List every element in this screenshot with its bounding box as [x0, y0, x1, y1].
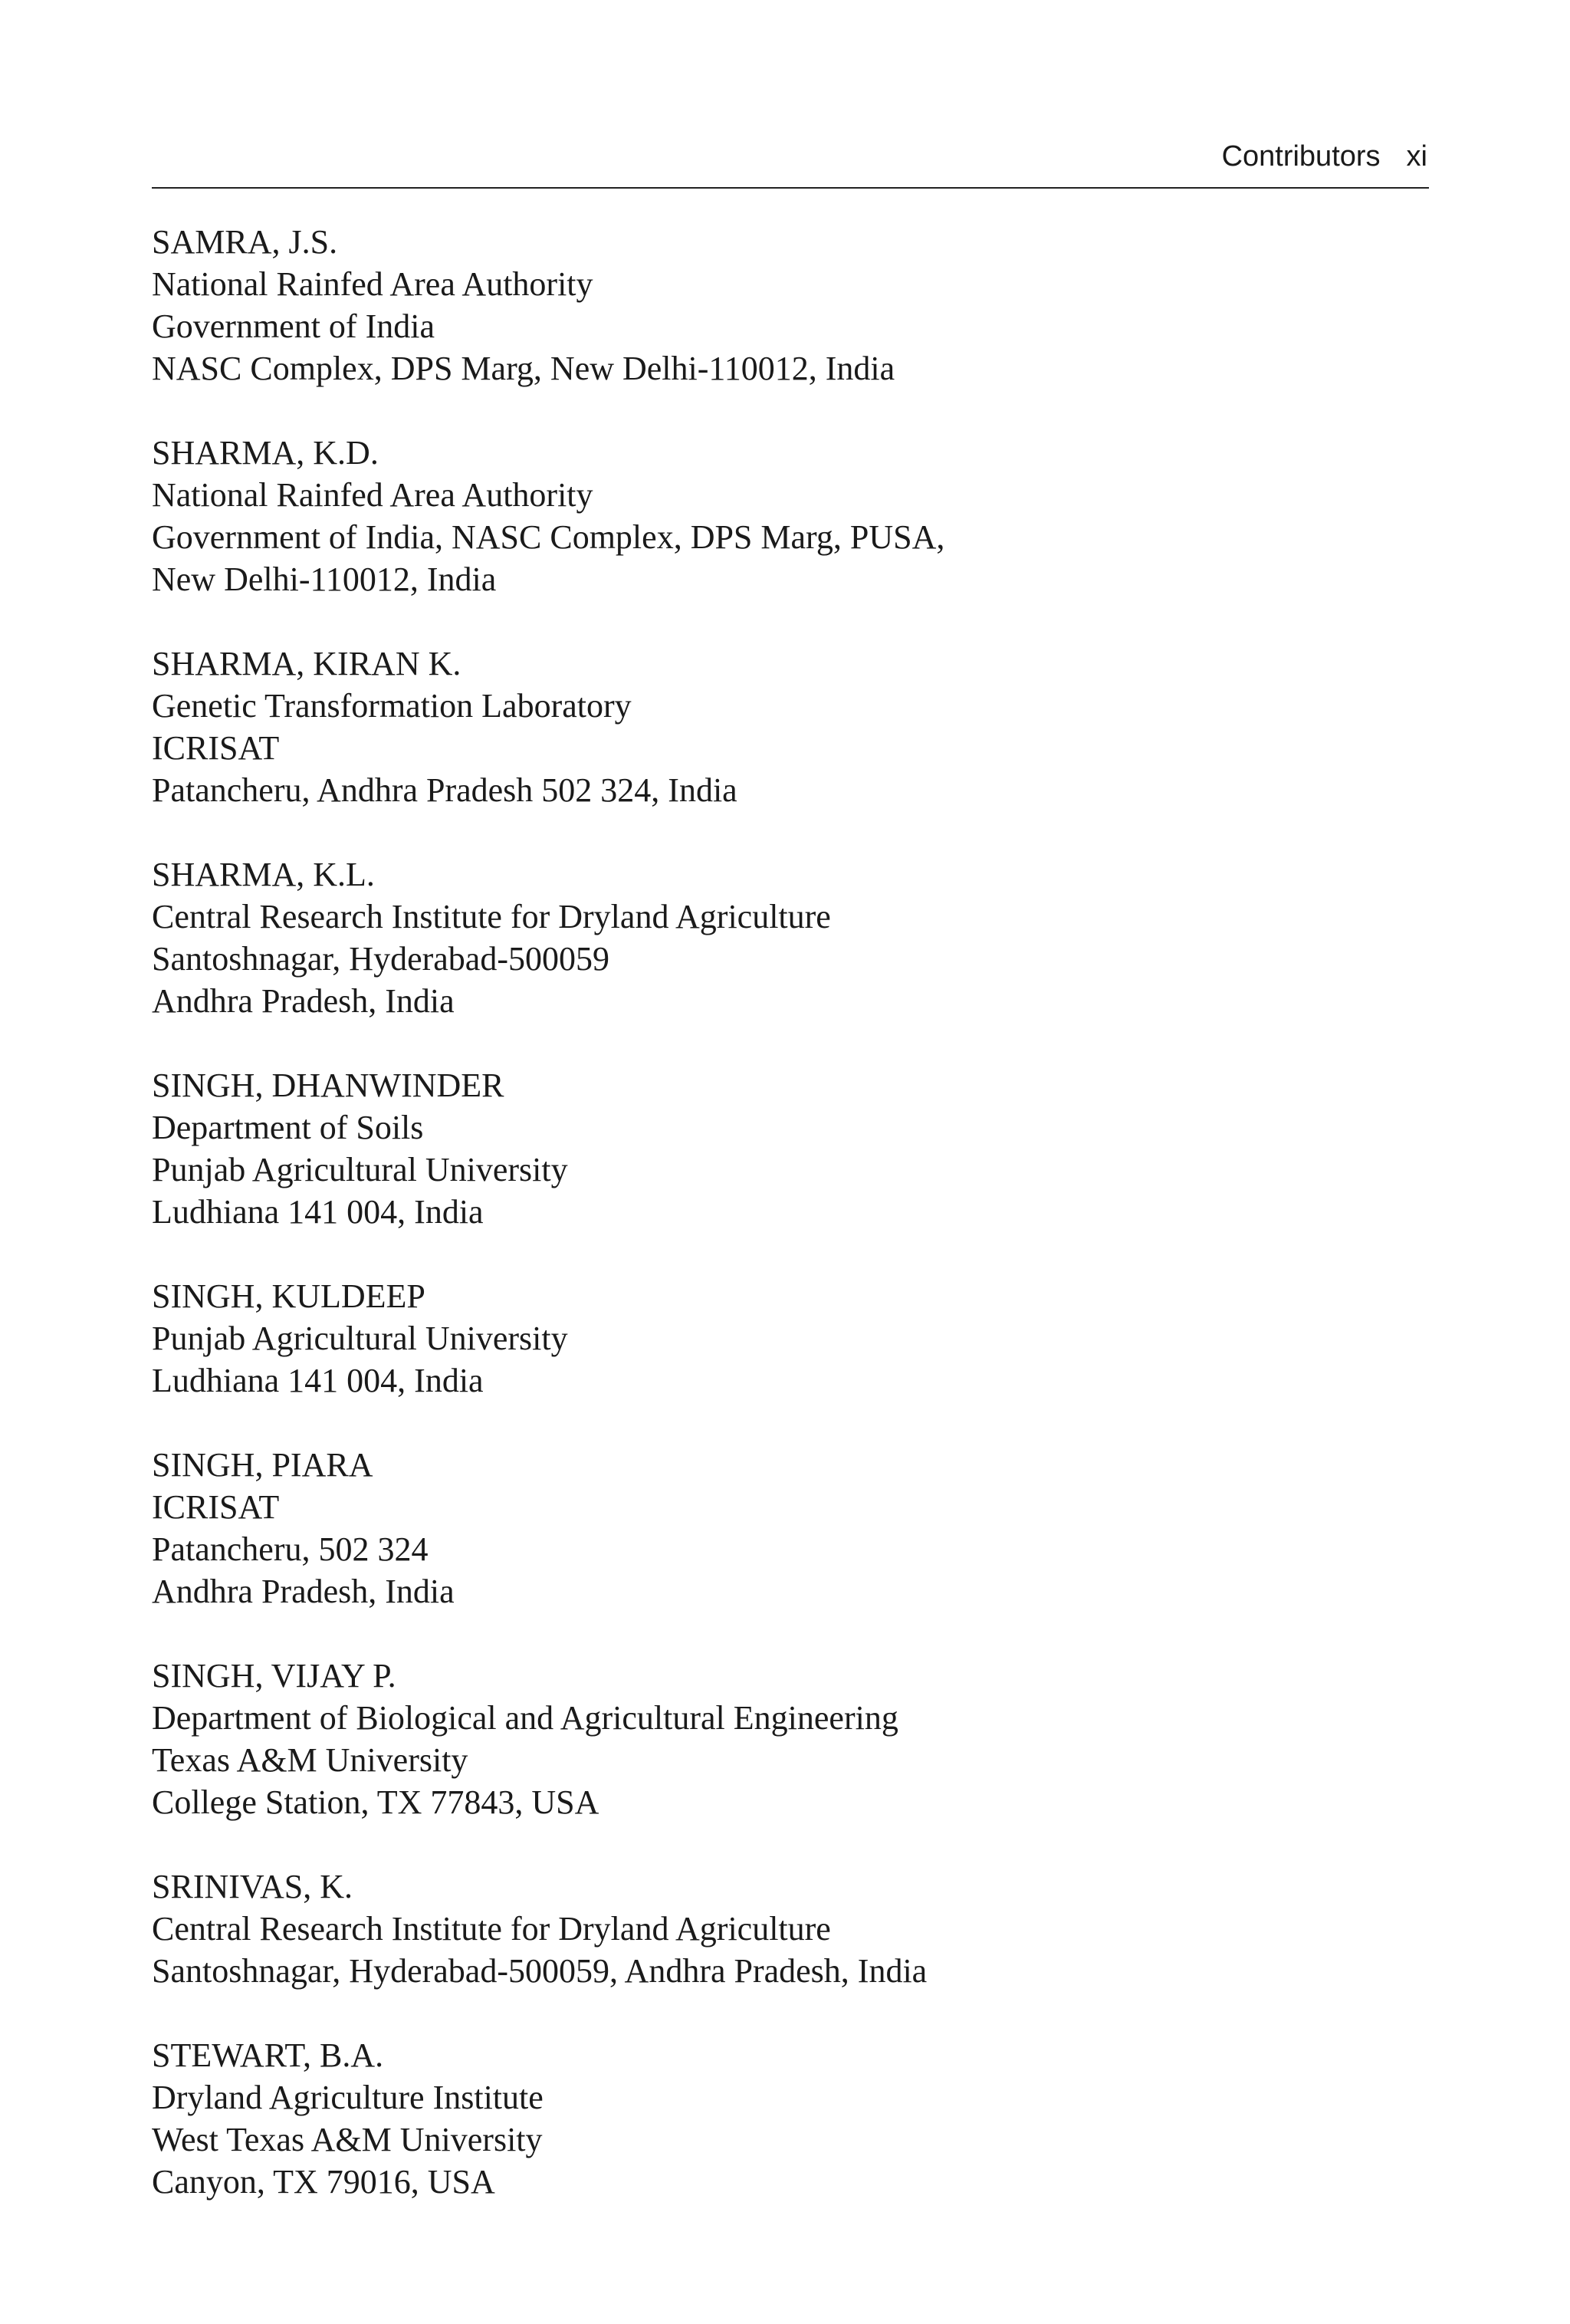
affiliation-line: Dryland Agriculture Institute: [152, 2079, 544, 2116]
contributor-list: [152, 221, 1424, 2245]
contributor-entry: [152, 1865, 1424, 1992]
affiliation-line: Punjab Agricultural University: [152, 1151, 568, 1188]
contributor-name: SHARMA, K.D.: [152, 434, 379, 472]
affiliation-line: Government of India, NASC Complex, DPS Marg, PUSA,: [152, 518, 945, 556]
affiliation-line: ICRISAT: [152, 729, 280, 767]
contributor-entry: [152, 643, 1424, 811]
affiliation-line: Andhra Pradesh, India: [152, 1573, 455, 1610]
contributor-name: STEWART, B.A.: [152, 2036, 384, 2074]
contributor-name: SHARMA, KIRAN K.: [152, 645, 461, 682]
contributor-name: SINGH, DHANWINDER: [152, 1067, 504, 1104]
affiliation-line: NASC Complex, DPS Marg, New Delhi-110012, India: [152, 350, 895, 387]
affiliation-line: National Rainfed Area Authority: [152, 265, 593, 303]
affiliation-line: Punjab Agricultural University: [152, 1320, 568, 1357]
affiliation-line: Patancheru, Andhra Pradesh 502 324, India: [152, 771, 737, 809]
affiliation-line: College Station, TX 77843, USA: [152, 1783, 599, 1821]
affiliation-line: West Texas A&M University: [152, 2121, 543, 2158]
page-number: xi: [1406, 140, 1427, 173]
contributor-name: SINGH, PIARA: [152, 1446, 373, 1484]
affiliation-line: Department of Soils: [152, 1109, 424, 1146]
affiliation-line: Patancheru, 502 324: [152, 1530, 429, 1568]
affiliation-line: New Delhi-110012, India: [152, 560, 497, 598]
affiliation-line: Santoshnagar, Hyderabad-500059, Andhra Pradesh, India: [152, 1952, 928, 1990]
contributor-name: SAMRA, J.S.: [152, 223, 338, 261]
affiliation-line: Canyon, TX 79016, USA: [152, 2163, 495, 2201]
contributor-name: SINGH, VIJAY P.: [152, 1657, 396, 1695]
affiliation-line: Andhra Pradesh, India: [152, 982, 455, 1020]
contributor-name: SRINIVAS, K.: [152, 1868, 353, 1905]
affiliation-line: Texas A&M University: [152, 1741, 468, 1779]
affiliation-line: Ludhiana 141 004, India: [152, 1193, 484, 1231]
affiliation-line: Government of India: [152, 307, 435, 345]
contributor-name: SINGH, KULDEEP: [152, 1277, 425, 1315]
contributor-entry: [152, 853, 1424, 1022]
affiliation-line: Central Research Institute for Dryland Agriculture: [152, 898, 831, 935]
contributor-name: SHARMA, K.L.: [152, 856, 375, 893]
contributor-entry: [152, 2034, 1424, 2203]
affiliation-line: Central Research Institute for Dryland Agriculture: [152, 1910, 831, 1948]
affiliation-line: Genetic Transformation Laboratory: [152, 687, 632, 725]
affiliation-line: Ludhiana 141 004, India: [152, 1362, 484, 1399]
contributor-entry: [152, 221, 1424, 390]
affiliation-line: ICRISAT: [152, 1488, 280, 1526]
running-head: [1222, 136, 1427, 176]
contributor-entry: [152, 432, 1424, 600]
running-head-section: Contributors: [1221, 140, 1381, 173]
contributor-entry: [152, 1064, 1424, 1233]
header-rule: [152, 187, 1429, 189]
contributor-entry: [152, 1655, 1424, 1823]
contributor-entry: [152, 1444, 1424, 1612]
affiliation-line: National Rainfed Area Authority: [152, 476, 593, 514]
contributor-entry: [152, 1275, 1424, 1402]
affiliation-line: Santoshnagar, Hyderabad-500059: [152, 940, 609, 978]
affiliation-line: Department of Biological and Agricultural Engineering: [152, 1699, 898, 1737]
